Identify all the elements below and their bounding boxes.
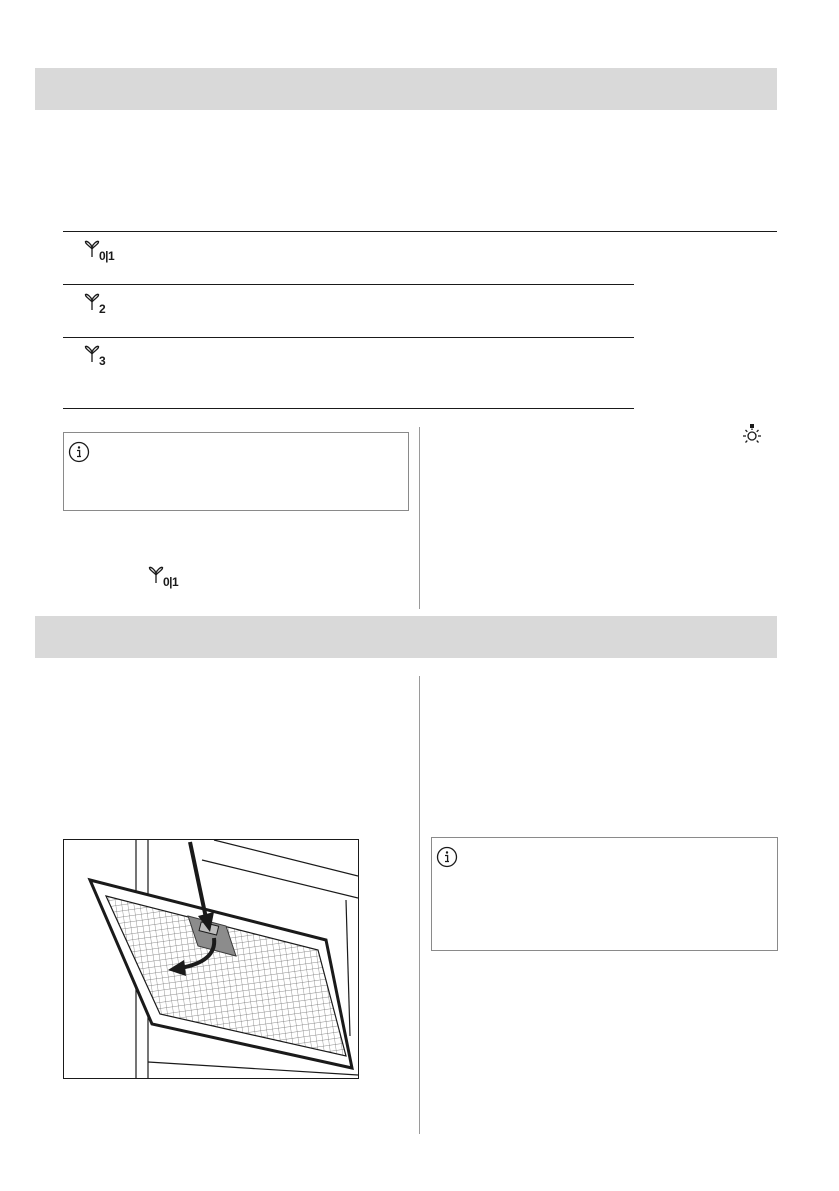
grease-filter-figure [63, 839, 359, 1079]
fan-speed-label: 0|1 [99, 249, 115, 263]
section-header-bar-1 [35, 68, 777, 110]
fan-icon [84, 240, 100, 258]
fan-icon [84, 345, 100, 363]
fan-speed-label: 3 [99, 354, 106, 368]
column-divider [419, 427, 420, 609]
fan-icon [84, 293, 100, 311]
table-top-rule [63, 231, 777, 232]
table-bottom-rule [63, 408, 634, 409]
fan-icon [148, 566, 164, 584]
grease-filter-illustration [64, 840, 358, 1078]
fan-speed-label: 0|1 [163, 575, 179, 589]
info-note-box [431, 837, 778, 951]
column-divider [419, 676, 420, 1134]
table-row-rule [63, 284, 634, 285]
info-icon [436, 846, 458, 873]
fan-speed-label: 2 [99, 302, 106, 316]
info-note-box [63, 432, 409, 511]
light-icon [740, 423, 764, 452]
section-header-bar-2 [35, 616, 777, 658]
table-row-rule [63, 337, 634, 338]
info-icon [68, 441, 90, 468]
